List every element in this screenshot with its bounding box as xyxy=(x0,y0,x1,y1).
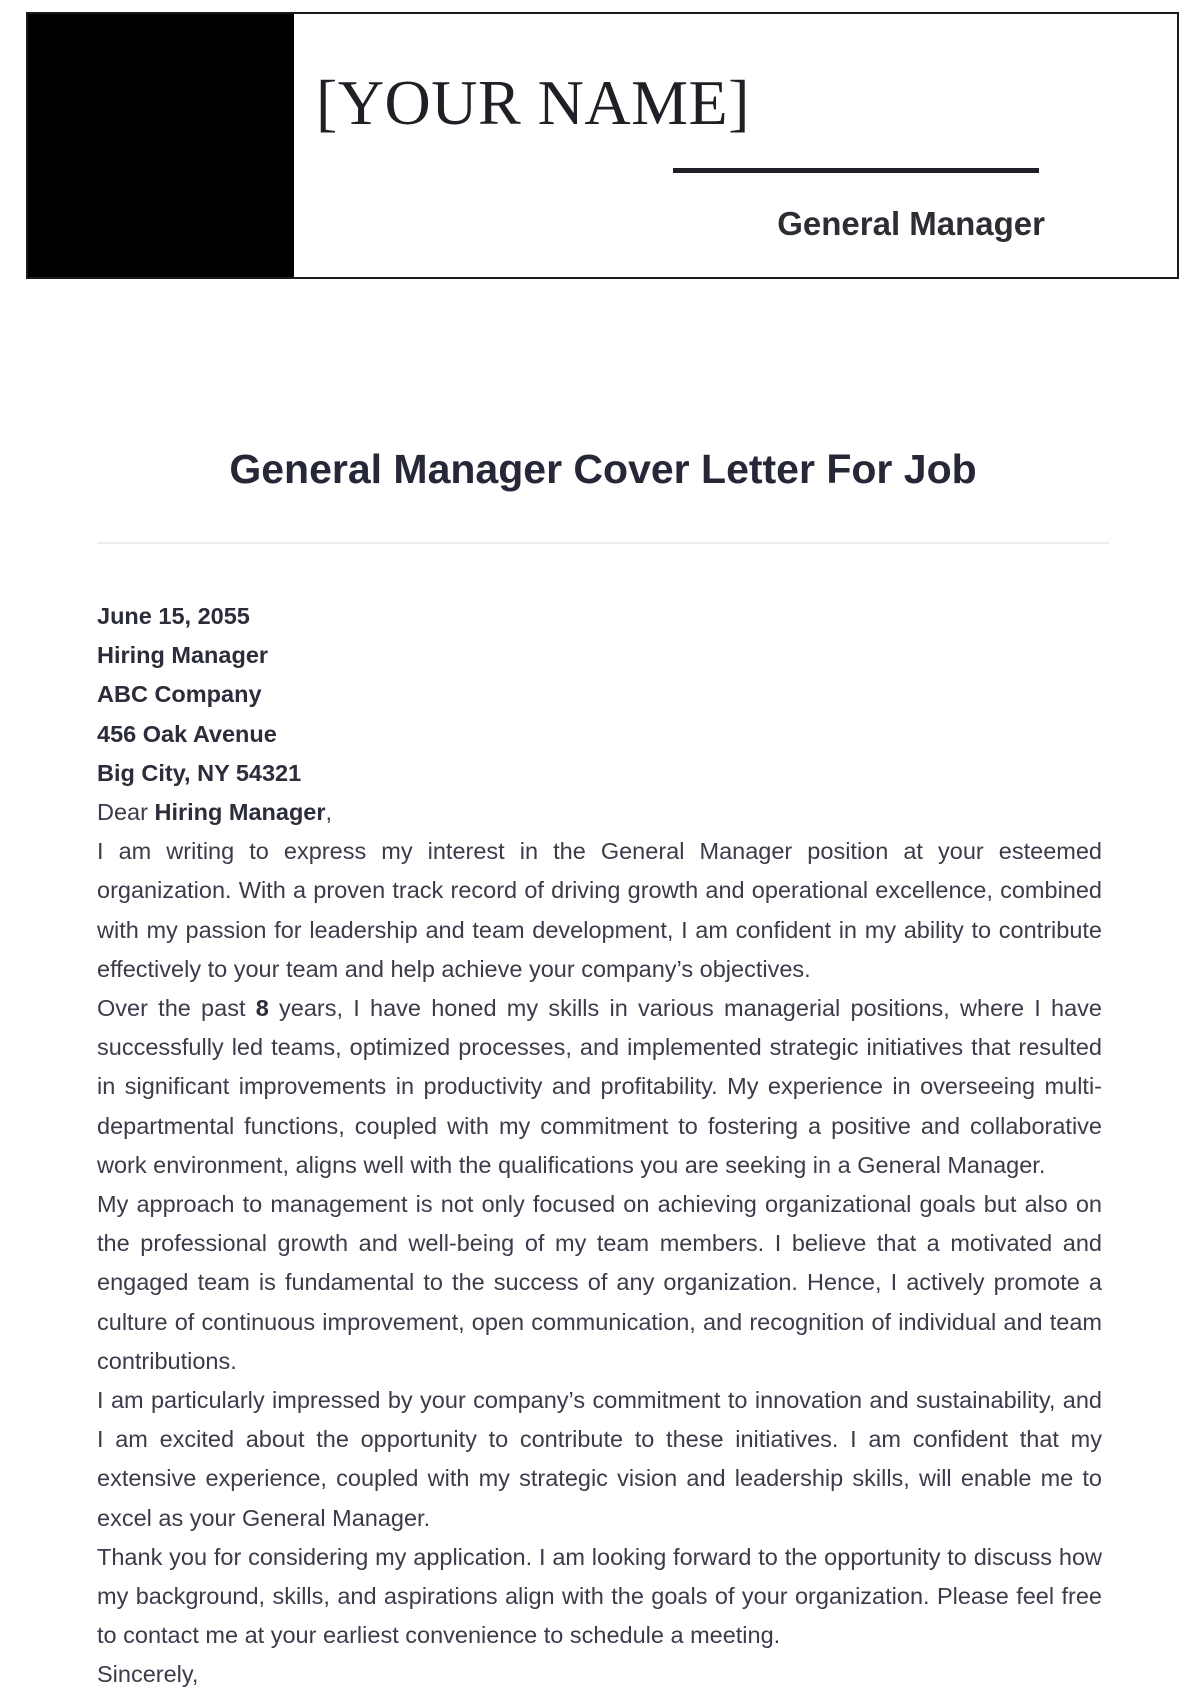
closing: Sincerely, xyxy=(97,1661,199,1688)
years-count: 8 xyxy=(255,995,269,1022)
salutation xyxy=(97,793,1102,832)
paragraph-experience xyxy=(97,989,1102,1185)
recipient-title: Hiring Manager xyxy=(97,642,269,669)
paragraph-interest: I am particularly impressed by your company’s commitment to innovation and sustainability, and I am excited about the opportunity to contribute to these initiatives. I am confident that my extensive experience, coupled with my strategic vision and leadership skills, will enable me to excel as your General Manager. xyxy=(97,1387,1102,1531)
header-rule xyxy=(673,168,1039,173)
salutation-name: Hiring Manager xyxy=(154,799,326,826)
header-banner xyxy=(26,12,1179,279)
paragraph-approach: My approach to management is not only focused on achieving organizational goals but also on the professional growth and well-being of my team members. I believe that a motivated and engaged team is fundamental to the success of any organization. Hence, I actively promote a culture of continuous improvement, open communication, and recognition of individual and team contributions. xyxy=(97,1191,1102,1374)
paragraph-thanks: Thank you for considering my application. I am looking forward to the opportunity to discuss how my background, skills, and aspirations align with the goals of your organization. Please feel free to contact me at your earliest convenience to schedule a meeting. xyxy=(97,1543,1102,1649)
paragraph-experience-lead: Over the past xyxy=(97,995,246,1022)
applicant-name: [YOUR NAME] xyxy=(316,67,750,138)
paragraph-intro: I am writing to express my interest in the General Manager position at your esteemed organization. With a proven track record of driving growth and operational excellence, combined with my passion for leadership and team development, I am confident in my ability to contribute effectively to your team and help achieve your company’s objectives. xyxy=(97,838,1102,982)
letter-body xyxy=(97,597,1102,1695)
recipient-city: Big City, NY 54321 xyxy=(97,759,302,786)
salutation-prefix: Dear xyxy=(97,799,148,826)
header-black-block xyxy=(28,14,294,277)
letter-date: June 15, 2055 xyxy=(97,603,250,629)
recipient-company: ABC Company xyxy=(97,681,262,708)
salutation-suffix: , xyxy=(325,799,333,826)
recipient-street: 456 Oak Avenue xyxy=(97,720,277,747)
paragraph-experience-rest: years, I have honed my skills in various managerial positions, where I have successfully led teams, optimized processes, and implemented strategic initiatives that resulted in significant improvements in productivity and profitability. My experience in overseeing multi-departmental functions, coupled with my commitment to fostering a positive and collaborative work environment, aligns well with the qualifications you are seeking in a General Manager. xyxy=(97,995,1102,1178)
applicant-role: General Manager xyxy=(777,205,1045,242)
title-divider xyxy=(97,542,1109,544)
document-title: General Manager Cover Letter For Job xyxy=(229,446,977,492)
